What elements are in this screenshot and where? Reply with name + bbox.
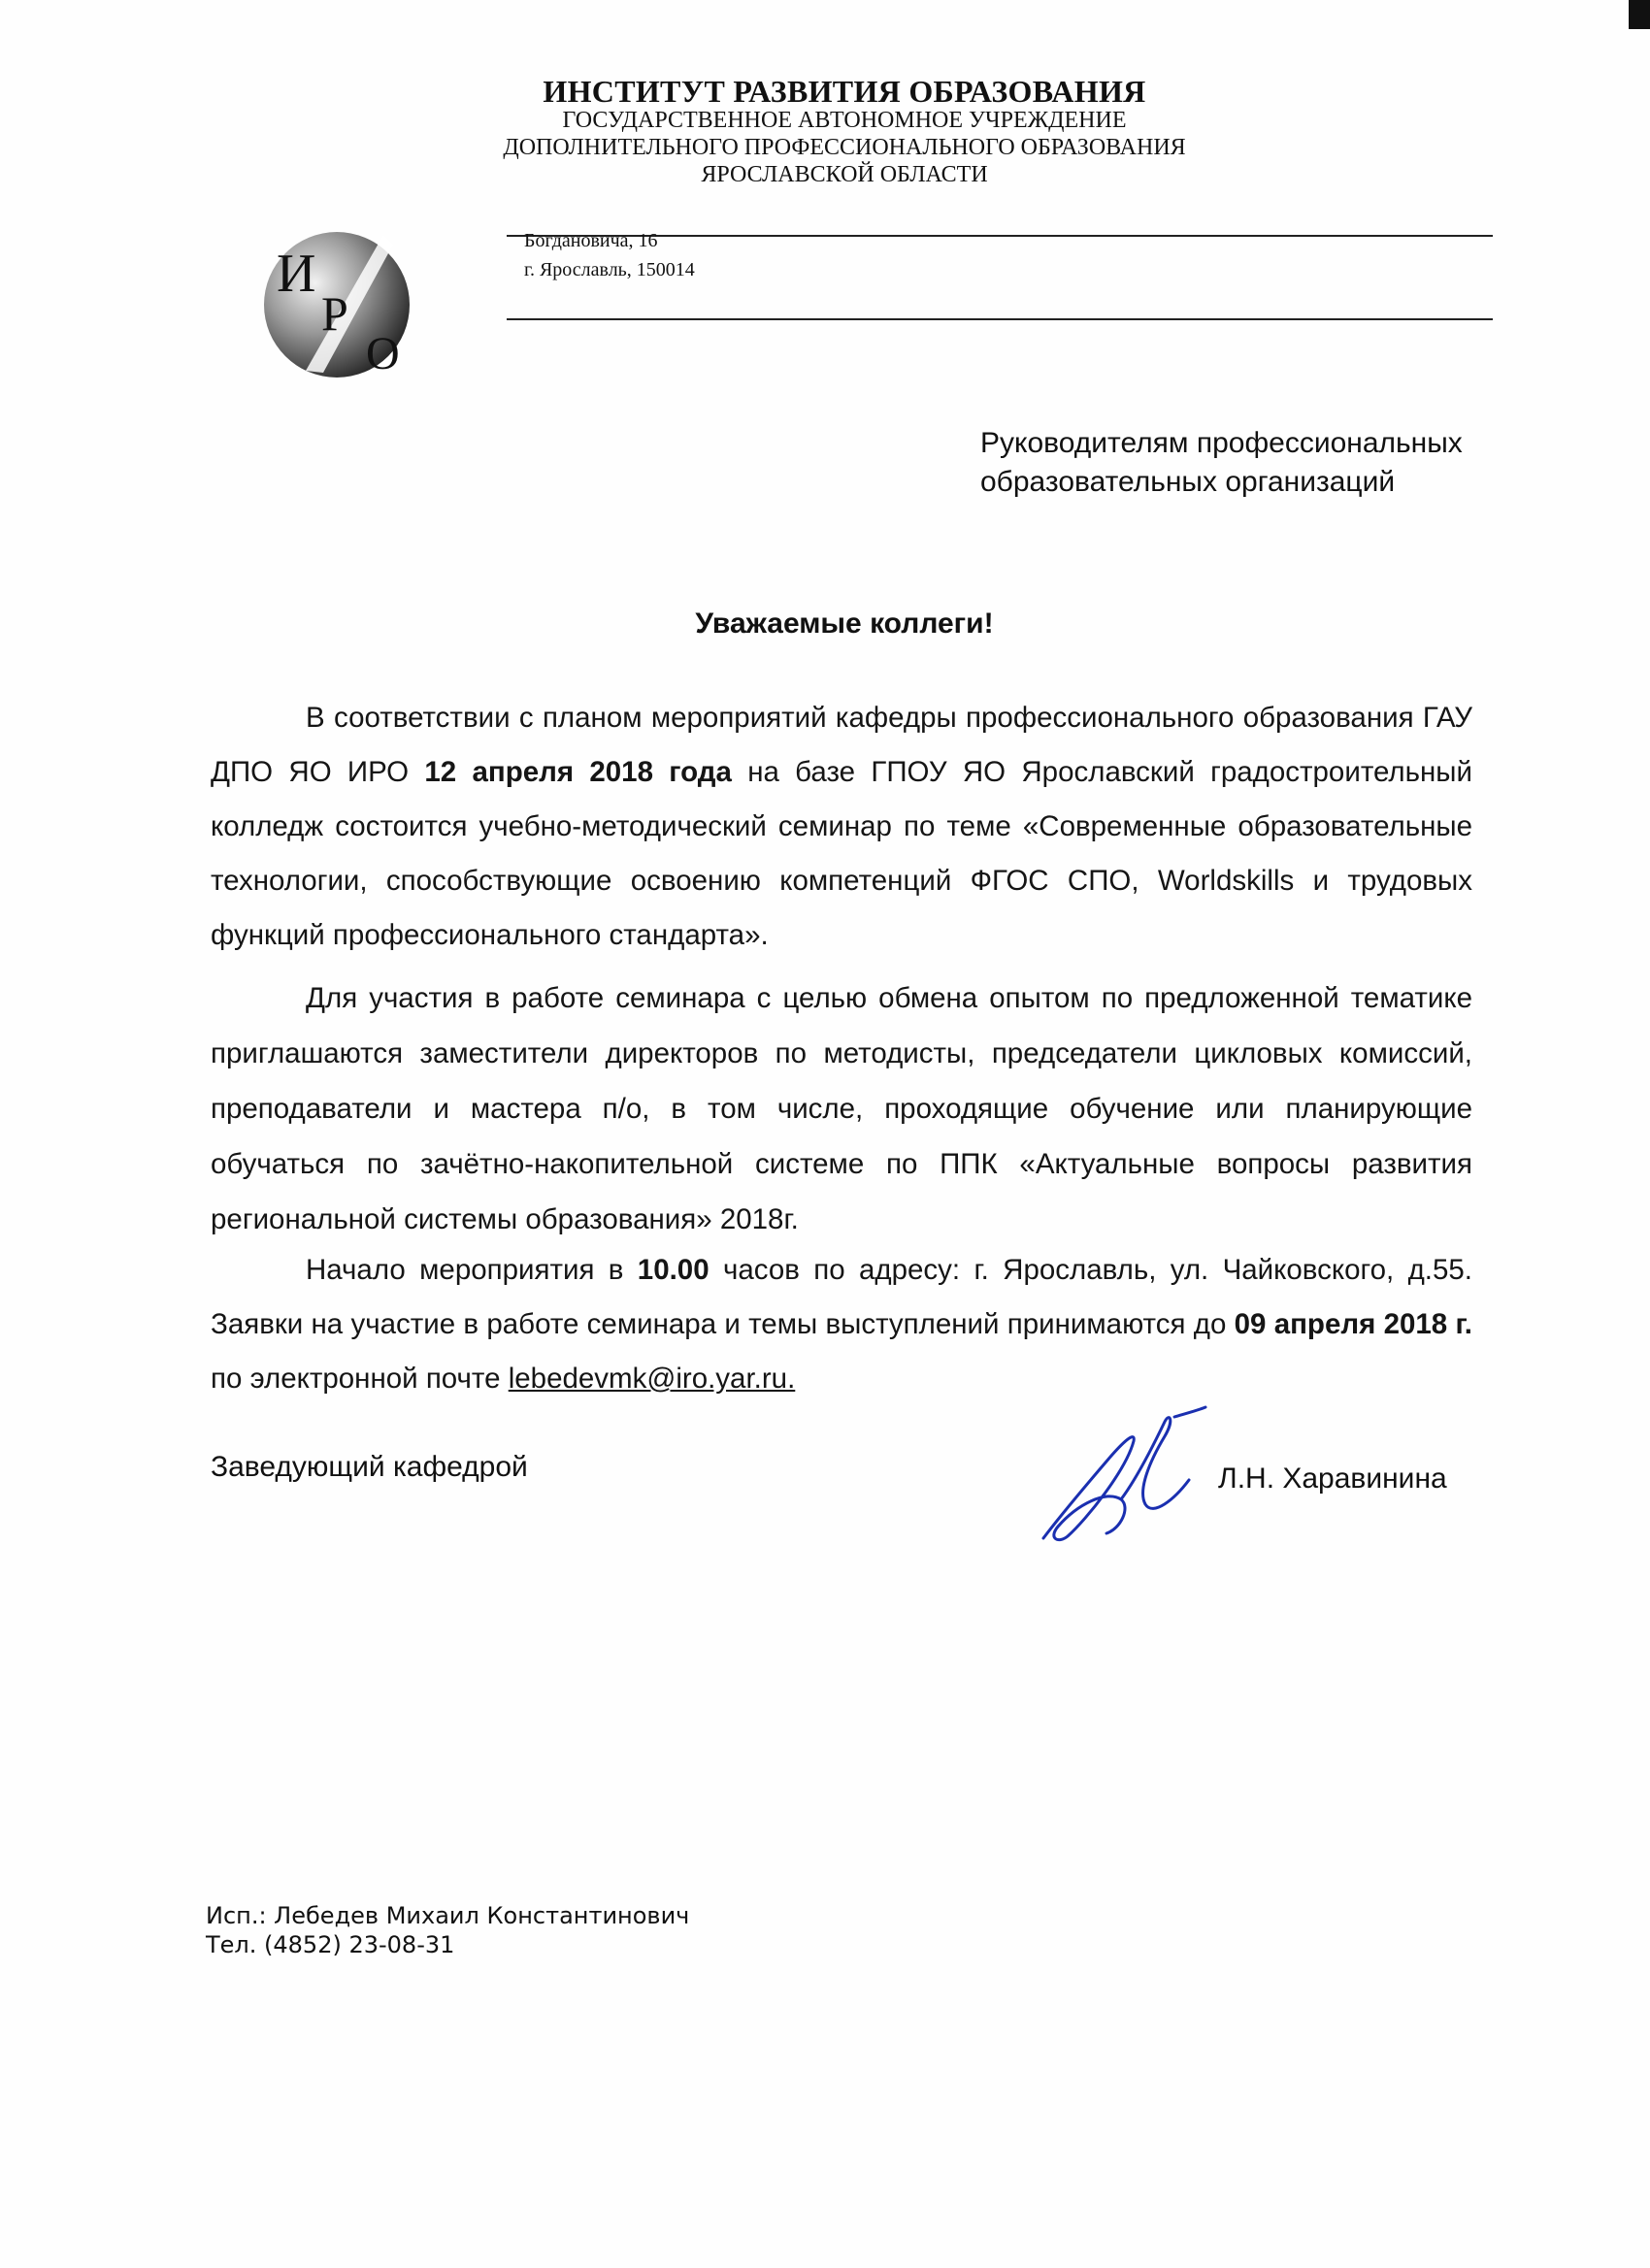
institution-title: ИНСТИТУТ РАЗВИТИЯ ОБРАЗОВАНИЯ [543,74,1146,109]
scan-edge-mark [1629,0,1650,29]
logo-letter-2: Р [321,286,348,341]
paragraph-3-part-2: часов по адресу: г. Ярославль, ул. Чайковского, д.55. Заявки на участие в работе семинара и темы выступлений принимаются до [211,1254,1472,1340]
recipient-line-1: Руководителям профессиональных [980,427,1463,459]
iro-logo-icon [248,225,427,380]
paragraph-3-part-1: Начало мероприятия в [306,1254,638,1286]
recipient-block [980,424,1524,502]
logo-letter-1: И [277,244,316,304]
signatory-role: Заведующий кафедрой [211,1451,528,1483]
institution-line-3: ЯРОСЛАВСКОЙ ОБЛАСТИ [701,162,988,187]
signature-stroke [1043,1407,1205,1540]
application-deadline: 09 апреля 2018 г. [1234,1308,1472,1340]
paragraph-3 [211,1243,1472,1406]
paragraph-1-part-2: на базе ГПОУ ЯО Ярославский градостроительный колледж состоится учебно-методический семинар по теме «Современные образовательные технологии, способствующие освоению компетенций ФГОС СПО, Worldskills и трудовых функций профессионального стандарта». [211,756,1472,951]
address-bottom-rule [507,318,1493,320]
contact-email-link[interactable]: lebedevmk@iro.yar.ru. [508,1363,796,1395]
recipient-line-2: образовательных организаций [980,466,1396,498]
greeting: Уважаемые коллеги! [695,608,994,640]
institution-line-2: ДОПОЛНИТЕЛЬНОГО ПРОФЕССИОНАЛЬНОГО ОБРАЗОВАНИЯ [503,135,1186,160]
paragraph-3-part-3: по электронной почте [211,1363,509,1395]
paragraph-2: Для участия в работе семинара с целью обмена опытом по предложенной тематике приглашаются заместители директоров по методисты, председатели цикловых комиссий, преподаватели и мастера п/о, в том числе, проходящие обучение или планирующие обучаться по зачётно-накопительной системе по ППК «Актуальные вопросы развития региональной системы образования» 2018г. [211,982,1472,1235]
address-city: г. Ярославль, 150014 [524,259,695,280]
paragraph-1 [211,691,1472,963]
executor-phone: Тел. (4852) 23-08-31 [206,1931,455,1958]
logo-letter-3: О [366,328,400,379]
institution-line-1: ГОСУДАРСТВЕННОЕ АВТОНОМНОЕ УЧРЕЖДЕНИЕ [562,108,1127,133]
event-time: 10.00 [637,1254,710,1286]
signatory-name: Л.Н. Харавинина [1218,1463,1447,1495]
executor-name: Исп.: Лебедев Михаил Константинович [206,1902,690,1929]
address-street: Богдановича, 16 [524,230,658,251]
event-date: 12 апреля 2018 года [424,756,732,788]
handwritten-signature [1029,1402,1213,1548]
paragraph-1-part-1: В соответствии с планом мероприятий кафедры профессионального образования ГАУ ДПО ЯО ИРО [211,702,1472,788]
